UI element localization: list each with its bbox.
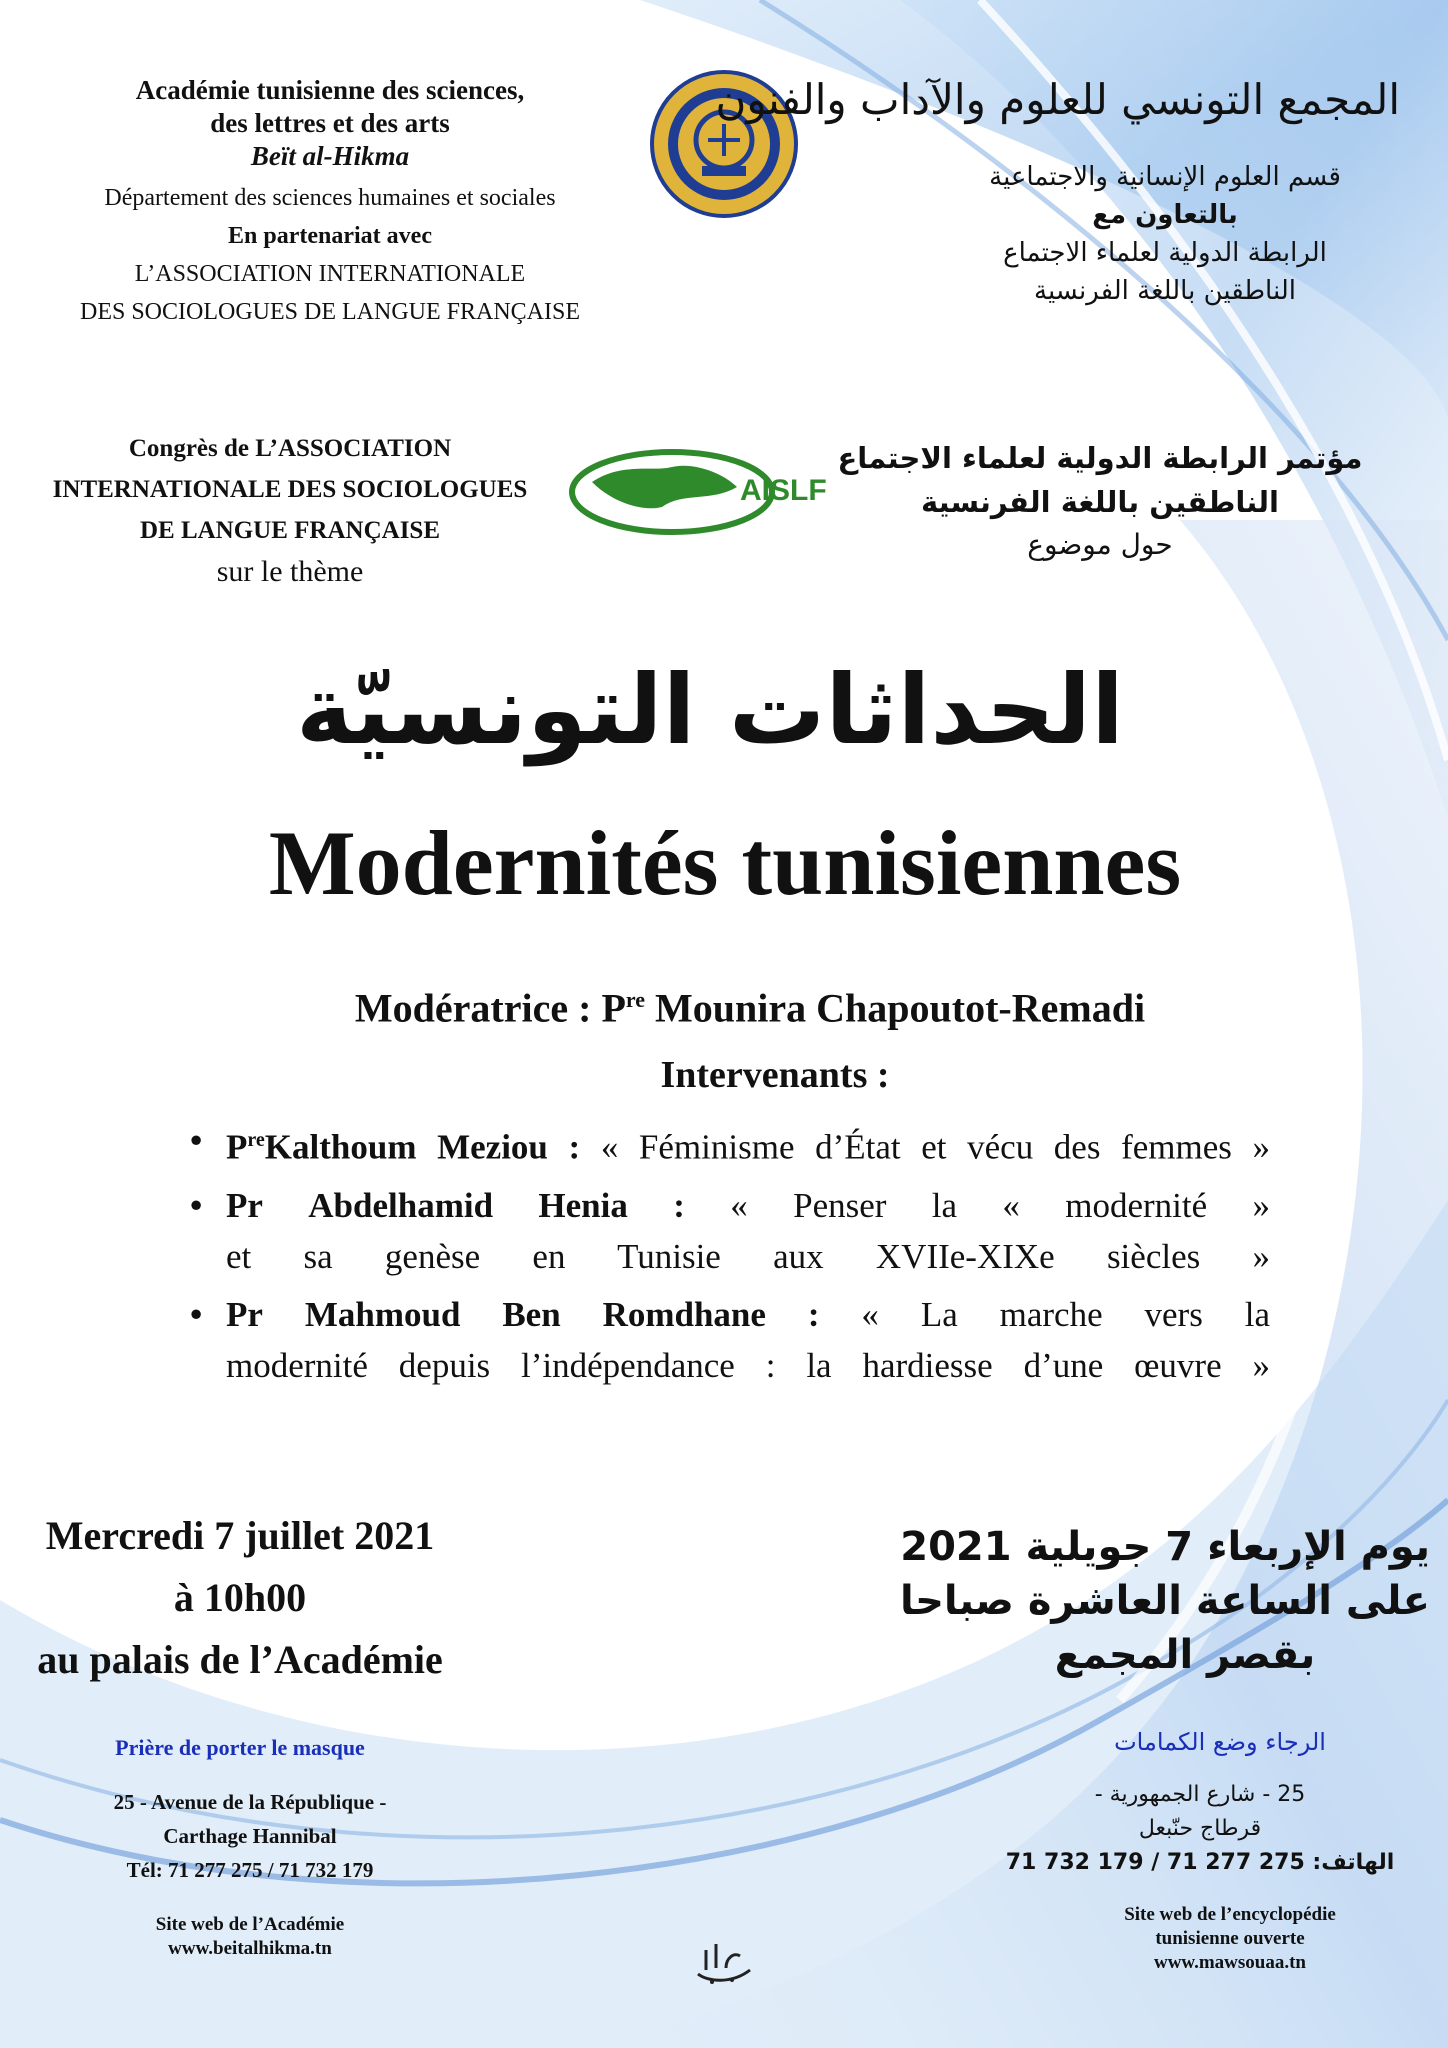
speaker-title: Pr: [226, 1294, 263, 1334]
address-french: [40, 1785, 460, 1887]
event-day-ar: يوم الإربعاء 7 جويلية 2021: [900, 1524, 1430, 1570]
speaker-title-sup: re: [247, 1129, 265, 1151]
academy-name-line2: des lettres et des arts: [210, 108, 450, 138]
speaker-talk-line1: « Penser la « modernité »: [730, 1185, 1271, 1225]
website-label: Site web de l’Académie: [155, 1914, 345, 1935]
association-line2-ar: الناطقين باللغة الفرنسية: [1034, 276, 1296, 306]
header-french: [40, 74, 620, 331]
address-arabic: [1000, 1778, 1400, 1880]
speakers-list: [190, 1115, 1270, 1398]
website-url-encyclopedia[interactable]: www.mawsouaa.tn: [1153, 1952, 1307, 1973]
website-label-line1: Site web de l’encyclopédie: [1124, 1904, 1336, 1925]
department-name: Département des sciences humaines et sociales: [104, 185, 556, 211]
bullet: •: [190, 1121, 203, 1160]
event-place-ar: بقصر المجمع: [1054, 1632, 1316, 1678]
academy-name-line1: Académie tunisienne des sciences,: [135, 75, 525, 105]
address-line1-ar: 25 - شارع الجمهورية -: [1094, 1782, 1306, 1807]
speaker-talk-line2: modernité depuis l’indépendance : la hardiesse d’une œuvre »: [226, 1345, 1270, 1385]
speaker-title: Pr: [226, 1185, 263, 1225]
bullet: •: [190, 1185, 203, 1225]
partnership-label-ar: بالتعاون مع: [1092, 200, 1238, 230]
congress-theme-ar: حول موضوع: [1027, 528, 1173, 561]
list-item: [190, 1115, 1270, 1173]
department-name-ar: قسم العلوم الإنسانية والاجتماعية: [989, 162, 1341, 192]
speakers-heading: Intervenants :: [660, 1054, 890, 1096]
event-time-ar: على الساعة العاشرة صباحا: [900, 1578, 1430, 1624]
mask-notice-french: Prière de porter le masque: [115, 1735, 365, 1760]
website-url[interactable]: www.beitalhikma.tn: [168, 1938, 332, 1959]
aislf-logo: [562, 432, 832, 552]
congress-line2: INTERNATIONALE DES SOCIOLOGUES: [52, 476, 528, 503]
congress-line3: DE LANGUE FRANÇAISE: [139, 517, 441, 544]
event-place: au palais de l’Académie: [37, 1637, 443, 1682]
congress-line1-ar: مؤتمر الرابطة الدولية لعلماء الاجتماع: [837, 441, 1363, 475]
aislf-text: AISLF: [740, 474, 827, 507]
moderator-name: Mounira Chapoutot-Remadi: [645, 985, 1146, 1031]
phone-number: Tél: 71 277 275 / 71 732 179: [126, 1858, 374, 1882]
speaker-talk-line1: « Féminisme d’État et vécu des femmes »: [600, 1127, 1271, 1167]
title-arabic: الحداثات التونسيّة: [296, 654, 1124, 766]
association-line1: L’ASSOCIATION INTERNATIONALE: [134, 261, 526, 287]
mask-notice-arabic: الرجاء وضع الكمامات: [1114, 1728, 1326, 1756]
website-encyclopedia: [1060, 1903, 1400, 1975]
congress-line2-ar: الناطقين باللغة الفرنسية: [921, 485, 1279, 519]
congress-arabic: [820, 436, 1380, 566]
moderator-title-sup: re: [625, 987, 646, 1012]
academy-subtitle: Beït al-Hikma: [250, 141, 410, 171]
title-french: Modernités tunisiennes: [268, 812, 1182, 914]
congress-line1: Congrès de L’ASSOCIATION: [128, 435, 452, 462]
event-day: Mercredi 7 juillet 2021: [45, 1513, 435, 1558]
moderator-label: Modératrice : P: [354, 985, 626, 1031]
header-arabic: [715, 70, 1400, 310]
event-date-french: [20, 1505, 460, 1691]
association-line2: DES SOCIOLOGUES DE LANGUE FRANÇAISE: [79, 299, 580, 325]
website-french: [40, 1913, 460, 1961]
association-line1-ar: الرابطة الدولية لعلماء الاجتماع: [1003, 238, 1327, 268]
academy-calligraphy: المجمع التونسي للعلوم والآداب والفنون: [715, 75, 1400, 124]
speaker-talk-line2: et sa genèse en Tunisie aux XVIIe-XIXe siècles »: [226, 1236, 1270, 1276]
list-item: [190, 1289, 1270, 1391]
bullet: •: [190, 1294, 203, 1334]
phone-number-ar: الهاتف: 275 277 71 / 179 732 71: [1005, 1850, 1395, 1875]
speaker-title: P: [226, 1127, 248, 1167]
moderator-line: [200, 970, 1300, 1038]
congress-theme-label: sur le thème: [216, 555, 364, 588]
address-line2-ar: قرطاج حنّبعل: [1138, 1816, 1262, 1841]
congress-french: [20, 428, 560, 592]
address-line2: Carthage Hannibal: [163, 1824, 337, 1848]
beit-al-hikma-calligraphy-logo: [692, 1930, 756, 1994]
list-item: [190, 1180, 1270, 1282]
speaker-name: Kalthoum Meziou :: [264, 1127, 581, 1167]
event-date-arabic: [900, 1520, 1430, 1682]
speaker-talk-line1: « La marche vers la: [861, 1294, 1270, 1334]
address-line1: 25 - Avenue de la République -: [113, 1790, 387, 1814]
partnership-label: En partenariat avec: [228, 223, 432, 249]
speaker-name: Abdelhamid Henia :: [308, 1185, 685, 1225]
speaker-name: Mahmoud Ben Romdhane :: [304, 1294, 820, 1334]
website-label-line2: tunisienne ouverte: [1155, 1928, 1305, 1949]
event-time: à 10h00: [173, 1575, 307, 1620]
